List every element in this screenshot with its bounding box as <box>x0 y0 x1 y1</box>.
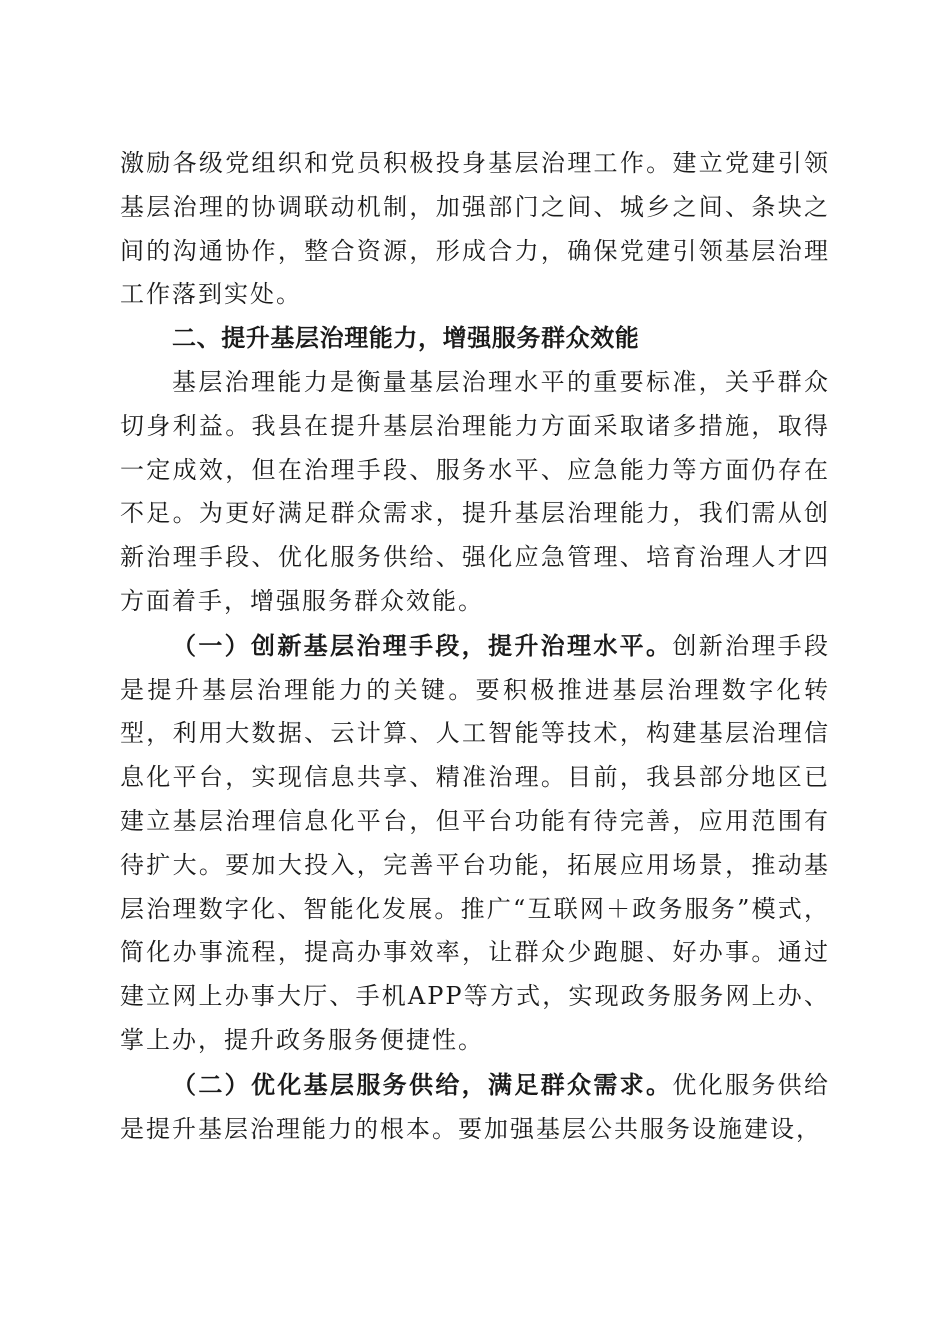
sub-heading-optimize: （二）优化基层服务供给，满足群众需求。 <box>172 1069 673 1099</box>
paragraph-capacity-intro: 基层治理能力是衡量基层治理水平的重要标准，关乎群众切身利益。我县在提升基层治理能力方面采取诸多措施，取得一定成效，但在治理手段、服务水平、应急能力等方面仍存在不足。为更好满足群众需求，提升基层治理能力，我们需从创新治理手段、优化服务供给、强化应急管理、培育治理人才四方面着手，增强服务群众效能。 <box>120 367 830 615</box>
sub-heading-innovate: （一）创新基层治理手段，提升治理水平。 <box>172 630 673 660</box>
paragraph-innovate-means <box>120 624 830 1063</box>
paragraph-optimize-body: 优化服务供给是提升基层治理能力的根本。要加强基层公共服务设施建设， <box>120 1070 831 1143</box>
section-heading: 二、提升基层治理能力，增强服务群众效能 <box>172 324 640 353</box>
paragraph-party-building: 激励各级党组织和党员积极投身基层治理工作。建立党建引领基层治理的协调联动机制，加强部门之间、城乡之间、条块之间的沟通协作，整合资源，形成合力，确保党建引领基层治理工作落到实处。 <box>120 149 830 309</box>
document-page <box>120 142 830 1151</box>
paragraph-optimize-services <box>120 1063 830 1152</box>
paragraph-innovate-body: 创新治理手段是提升基层治理能力的关键。要积极推进基层治理数字化转型，利用大数据、云计算、人工智能等技术，构建基层治理信息化平台，实现信息共享、精准治理。目前，我县部分地区已建立基层治理信息化平台，但平台功能有待完善，应用范围有待扩大。要加大投入，完善平台功能，拓展应用场景，推动基层治理数字化、智能化发展。推广“互联网＋政务服务”模式，简化办事流程，提高办事效率，让群众少跑腿、好办事。通过建立网上办事大厅、手机APP等方式，实现政务服务网上办、掌上办，提升政务服务便捷性。 <box>120 631 831 1054</box>
